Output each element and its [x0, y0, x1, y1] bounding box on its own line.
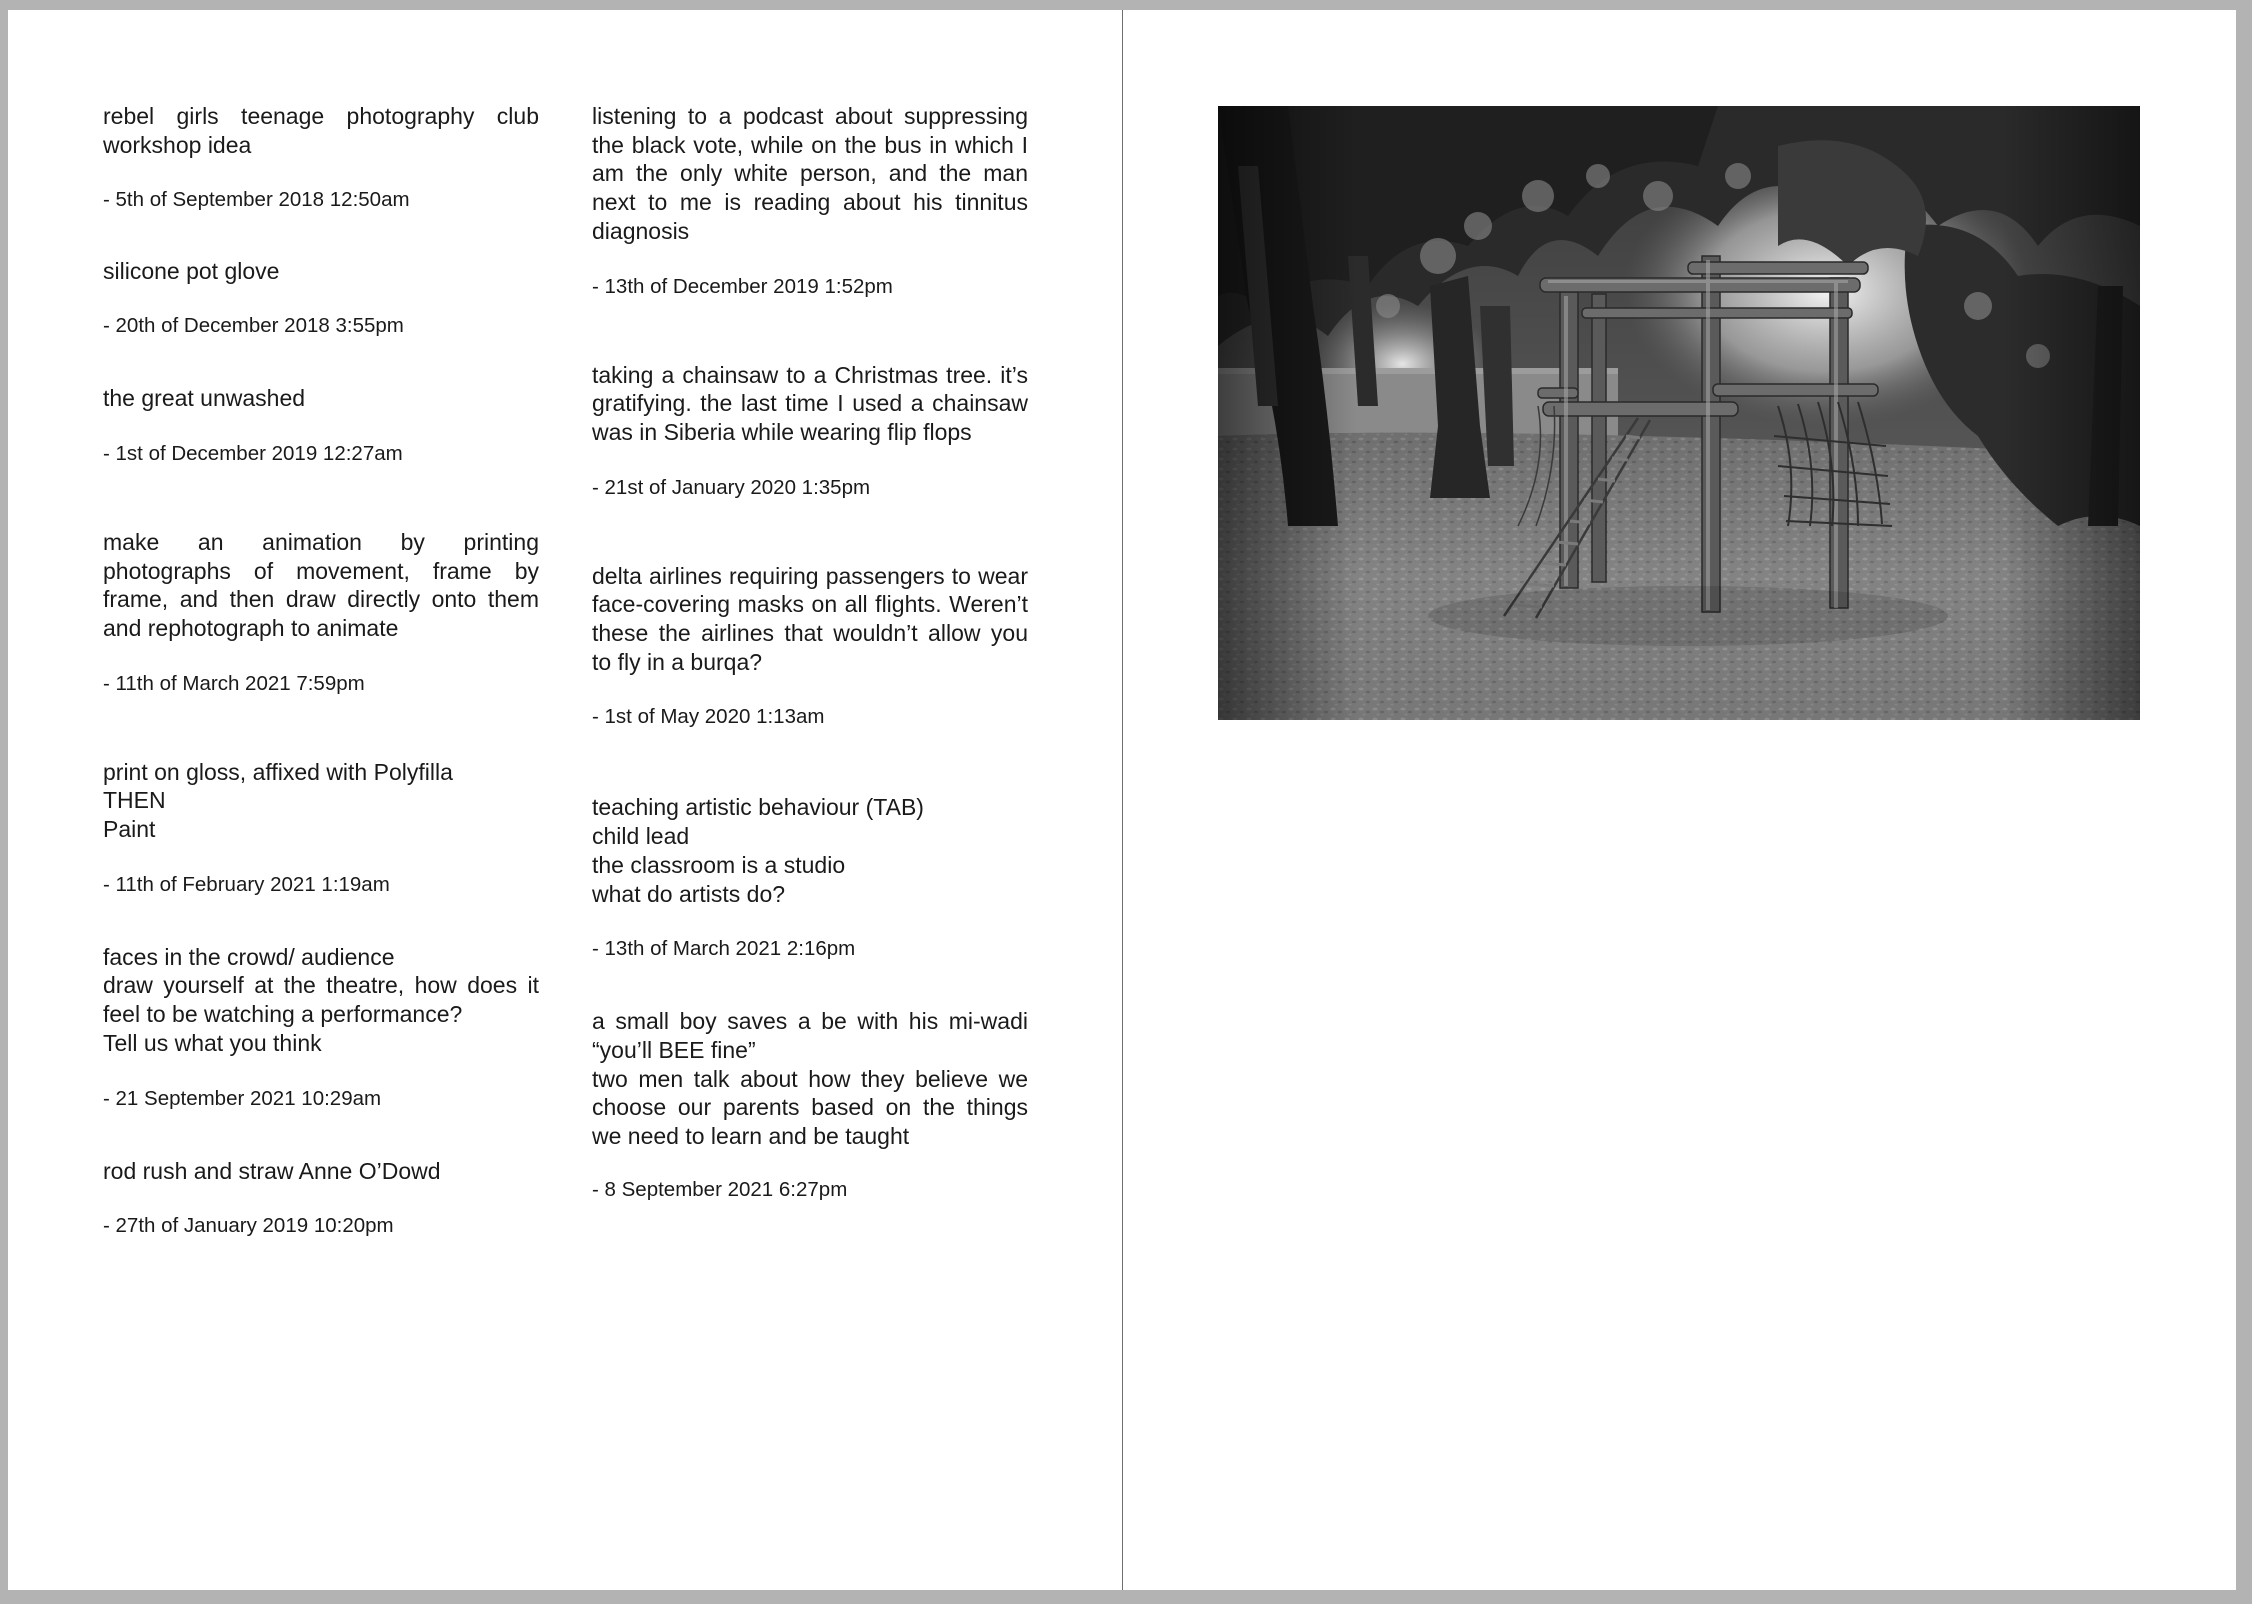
entry — [103, 102, 539, 213]
entry-date: - 13th of December 2019 1:52pm — [592, 274, 893, 298]
entry-text: silicone pot glove — [103, 258, 280, 285]
entry-text: print on gloss, affixed with Polyfilla THEN Paint — [103, 758, 453, 843]
entry-date: - 1st of December 2019 12:27am — [103, 441, 403, 465]
right-column — [592, 102, 1028, 1203]
entry-date: - 21 September 2021 10:29am — [103, 1086, 382, 1110]
playground-photo-icon — [1218, 106, 2140, 720]
entry-date: - 20th of December 2018 3:55pm — [103, 314, 404, 338]
entry-date: - 27th of January 2019 10:20pm — [103, 1214, 394, 1238]
entry — [103, 384, 539, 467]
entry-date: - 11th of March 2021 7:59pm — [103, 671, 365, 695]
entry-text: delta airlines requiring passengers to wear face-covering masks on all flights. Weren’t these the airlines that wouldn’t allow you to fly in a burqa? — [592, 562, 1028, 675]
entry-text: rod rush and straw Anne O’Dowd — [103, 1157, 441, 1184]
left-page — [8, 10, 1122, 1590]
entry-date: - 13th of March 2021 2:16pm — [592, 937, 856, 961]
entry-date: - 21st of January 2020 1:35pm — [592, 475, 871, 499]
entry-text: make an animation by printing photographs of movement, frame by frame, and then draw directly onto them and rephotograph to animate — [103, 528, 539, 641]
entry-text: the great unwashed — [103, 385, 306, 412]
entry — [103, 257, 539, 339]
entry-date: - 11th of February 2021 1:19am — [103, 872, 390, 896]
entry-date: - 5th of September 2018 12:50am — [103, 188, 410, 212]
entry — [592, 793, 1028, 962]
entry-text: teaching artistic behaviour (TAB) child lead the classroom is a studio what do artists do? — [592, 794, 924, 907]
entry — [592, 102, 1028, 300]
entry-text: listening to a podcast about suppressing the black vote, while on the bus in which I am the only white person, and the man next to me is reading about his tinnitus diagnosis — [592, 103, 1028, 244]
entry — [592, 361, 1028, 501]
left-column — [103, 102, 539, 1239]
entry — [103, 528, 539, 697]
entry-date: - 1st of May 2020 1:13am — [592, 705, 825, 729]
entry-text: a small boy saves a be with his mi-wadi “you’ll BEE fine” two men talk about how they believe we choose our parents based on the things we need to learn and be taught — [592, 1008, 1028, 1150]
entry-text: rebel girls teenage photography club workshop idea — [103, 103, 539, 158]
entry-text: taking a chainsaw to a Christmas tree. it’s gratifying. the last time I used a chainsaw was in Siberia while wearing flip flops — [592, 361, 1028, 445]
entry — [103, 758, 539, 898]
entry — [592, 1007, 1028, 1203]
entry-text: faces in the crowd/ audience draw yourself at the theatre, how does it feel to be watching a performance? Tell us what you think — [103, 943, 539, 1056]
entry-date: - 8 September 2021 6:27pm — [592, 1177, 848, 1201]
entry — [103, 943, 539, 1112]
entry — [103, 1157, 539, 1240]
entry — [592, 562, 1028, 731]
